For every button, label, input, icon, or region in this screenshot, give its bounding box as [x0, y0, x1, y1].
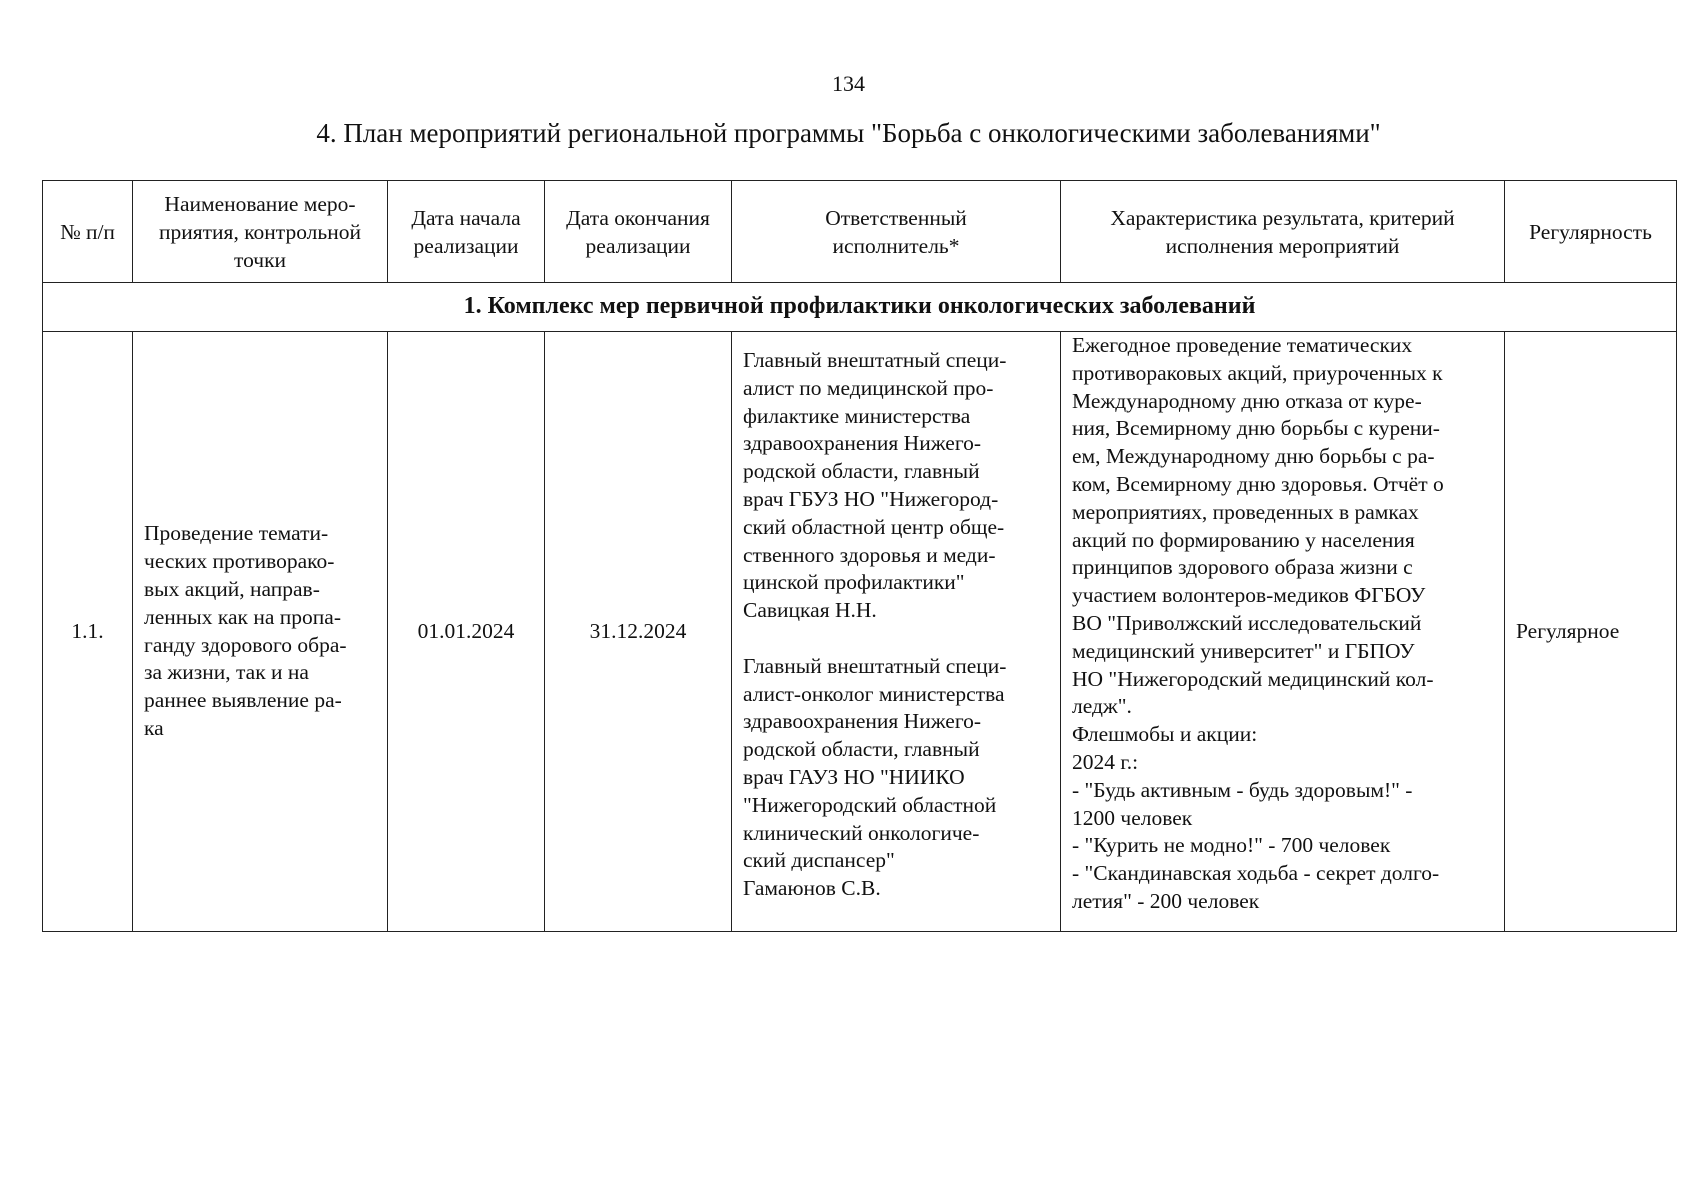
cell-name: Проведение темати- ческих противорако- вых акций, направ- ленных как на пропа- ганду здорового обра- за жизни, так и на раннее выявление ра- ка	[133, 332, 388, 932]
header-result: Характеристика результата, критерий исполнения мероприятий	[1061, 181, 1505, 283]
page-title: 4. План мероприятий региональной программы "Борьба с онкологическими заболеваниями"	[316, 118, 1381, 148]
header-num: № п/п	[43, 181, 133, 283]
section-title: 1. Комплекс мер первичной профилактики онкологических заболеваний	[43, 283, 1677, 332]
header-name: Наименование меро- приятия, контрольной точки	[133, 181, 388, 283]
header-executor: Ответственный исполнитель*	[732, 181, 1061, 283]
header-row	[43, 181, 1677, 283]
cell-result: Ежегодное проведение тематических противораковых акций, приуроченных к Международному дню отказа от куре- ния, Всемирному дню борьбы с курени- ем, Международному дню борьбы с ра- ком, Всемирному дню здоровья. Отчёт о мероприятиях, проведенных в рамках акций по формированию у населения принципов здорового образа жизни с участием волонтеров-медиков ФГБОУ ВО "Приволжский исследовательский медицинский университет" и ГБПОУ НО "Нижегородский медицинский кол- ледж". Флешмобы и акции: 2024 г.: - "Будь активным - будь здоровым!" - 1200 человек - "Курить не модно!" - 700 человек - "Скандинавская ходьба - секрет долго- летия" - 200 человек	[1061, 332, 1505, 932]
table-row	[43, 332, 1677, 932]
section-row	[43, 283, 1677, 332]
cell-regularity: Регулярное	[1505, 332, 1677, 932]
cell-start-date: 01.01.2024	[388, 332, 545, 932]
header-regularity: Регулярность	[1505, 181, 1677, 283]
header-start-date: Дата начала реализации	[388, 181, 545, 283]
cell-num: 1.1.	[43, 332, 133, 932]
page-number: 134	[832, 71, 865, 96]
cell-end-date: 31.12.2024	[545, 332, 732, 932]
cell-executor: Главный внештатный специ- алист по медицинской про- филактике министерства здравоохранения Нижего- родской области, главный врач ГБУЗ НО "Нижегород- ский областной центр обще- ственного здоровья и меди- цинской профилактики" Савицкая Н.Н. Главный внештатный специ- алист-онколог министерства здравоохранения Нижего- родской области, главный врач ГАУЗ НО "НИИКО "Нижегородский областной клинический онкологиче- ский диспансер" Гамаюнов С.В.	[732, 332, 1061, 932]
plan-table	[42, 180, 1677, 932]
header-end-date: Дата окончания реализации	[545, 181, 732, 283]
